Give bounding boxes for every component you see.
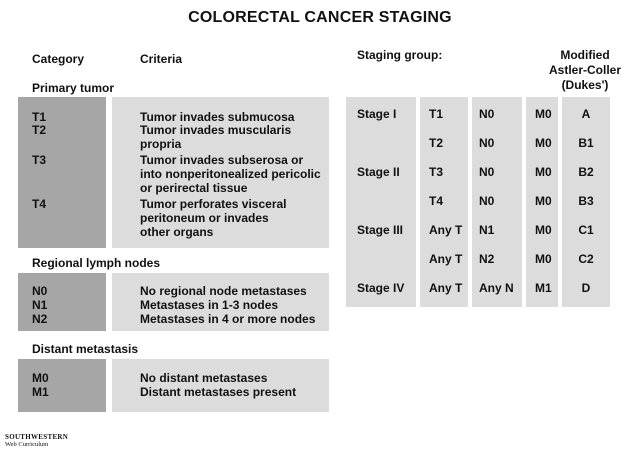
- code-t1: T1: [32, 110, 47, 124]
- criteria-m0: No distant metastases: [140, 371, 268, 385]
- stage-column-box: [346, 97, 416, 307]
- section-title-regional-lymph-nodes: Regional lymph nodes: [32, 256, 161, 270]
- stage-n: N0: [479, 107, 495, 121]
- stage-dukes: C1: [578, 223, 594, 237]
- southwestern-logo: [5, 434, 68, 448]
- code-n1: N1: [32, 298, 48, 312]
- stage-t: Any T: [429, 252, 463, 266]
- stage-n: Any N: [479, 281, 514, 295]
- criteria-t4-line1: Tumor perforates visceral: [140, 197, 287, 211]
- stage-m: M0: [535, 194, 552, 208]
- stage-m: M0: [535, 223, 552, 237]
- dukes-header-line1: Modified: [560, 48, 610, 62]
- criteria-t3-line1: Tumor invades subserosa or: [140, 153, 304, 167]
- stage-n: N0: [479, 194, 495, 208]
- criteria-header: Criteria: [140, 52, 183, 66]
- criteria-t1-line1: Tumor invades submucosa: [140, 110, 295, 124]
- criteria-m1: Distant metastases present: [140, 385, 297, 399]
- stage-m: M0: [535, 252, 552, 266]
- code-t4: T4: [32, 197, 47, 211]
- stage-label: Stage IV: [357, 281, 405, 295]
- stage-n: N0: [479, 136, 495, 150]
- criteria-t3-line2: into nonperitonealized pericolic: [140, 167, 321, 181]
- stage-label: Stage III: [357, 223, 404, 237]
- criteria-t2-line2: propria: [140, 137, 182, 151]
- criteria-t4-line3: other organs: [140, 225, 214, 239]
- stage-dukes: B1: [578, 136, 594, 150]
- dukes-header: [548, 48, 622, 93]
- stage-label: Stage I: [357, 107, 397, 121]
- code-t3: T3: [32, 153, 47, 167]
- section-title-distant-metastasis: Distant metastasis: [32, 342, 139, 356]
- code-m1: M1: [32, 385, 49, 399]
- code-t2: T2: [32, 123, 47, 137]
- dukes-header-line3: (Dukes'): [561, 78, 609, 92]
- stage-t: T2: [429, 136, 444, 150]
- code-n0: N0: [32, 284, 48, 298]
- stage-m: M1: [535, 281, 552, 295]
- dukes-header-line2: Astler-Coller: [548, 63, 622, 77]
- stage-t: T3: [429, 165, 444, 179]
- code-m0: M0: [32, 371, 49, 385]
- staging-group-header: Staging group:: [357, 48, 443, 62]
- page-title: COLORECTAL CANCER STAGING: [188, 9, 452, 26]
- logo-line1: SOUTHWESTERN: [5, 433, 69, 441]
- stage-dukes: D: [581, 281, 591, 295]
- stage-dukes: A: [581, 107, 591, 121]
- stage-m: M0: [535, 165, 552, 179]
- stage-m: M0: [535, 107, 552, 121]
- logo-line2: Web Curriculum: [5, 441, 49, 448]
- stage-n: N1: [479, 223, 495, 237]
- stage-n: N2: [479, 252, 495, 266]
- criteria-n0: No regional node metastases: [140, 284, 307, 298]
- t-column-box: [420, 97, 468, 307]
- stage-dukes: C2: [578, 252, 594, 266]
- stage-m: M0: [535, 136, 552, 150]
- stage-t: Any T: [429, 281, 463, 295]
- stage-t: T4: [429, 194, 444, 208]
- criteria-n2: Metastases in 4 or more nodes: [140, 312, 316, 326]
- criteria-t3-line3: or perirectal tissue: [140, 181, 248, 195]
- stage-t: T1: [429, 107, 444, 121]
- criteria-n1: Metastases in 1-3 nodes: [140, 298, 279, 312]
- criteria-t2-line1: Tumor invades muscularis: [140, 123, 292, 137]
- stage-t: Any T: [429, 223, 463, 237]
- category-header: Category: [32, 52, 85, 66]
- stage-n: N0: [479, 165, 495, 179]
- stage-dukes: B3: [578, 194, 594, 208]
- criteria-t4-line2: peritoneum or invades: [140, 211, 269, 225]
- stage-label: Stage II: [357, 165, 400, 179]
- section-title-primary-tumor: Primary tumor: [32, 81, 115, 95]
- code-n2: N2: [32, 312, 48, 326]
- stage-dukes: B2: [578, 165, 594, 179]
